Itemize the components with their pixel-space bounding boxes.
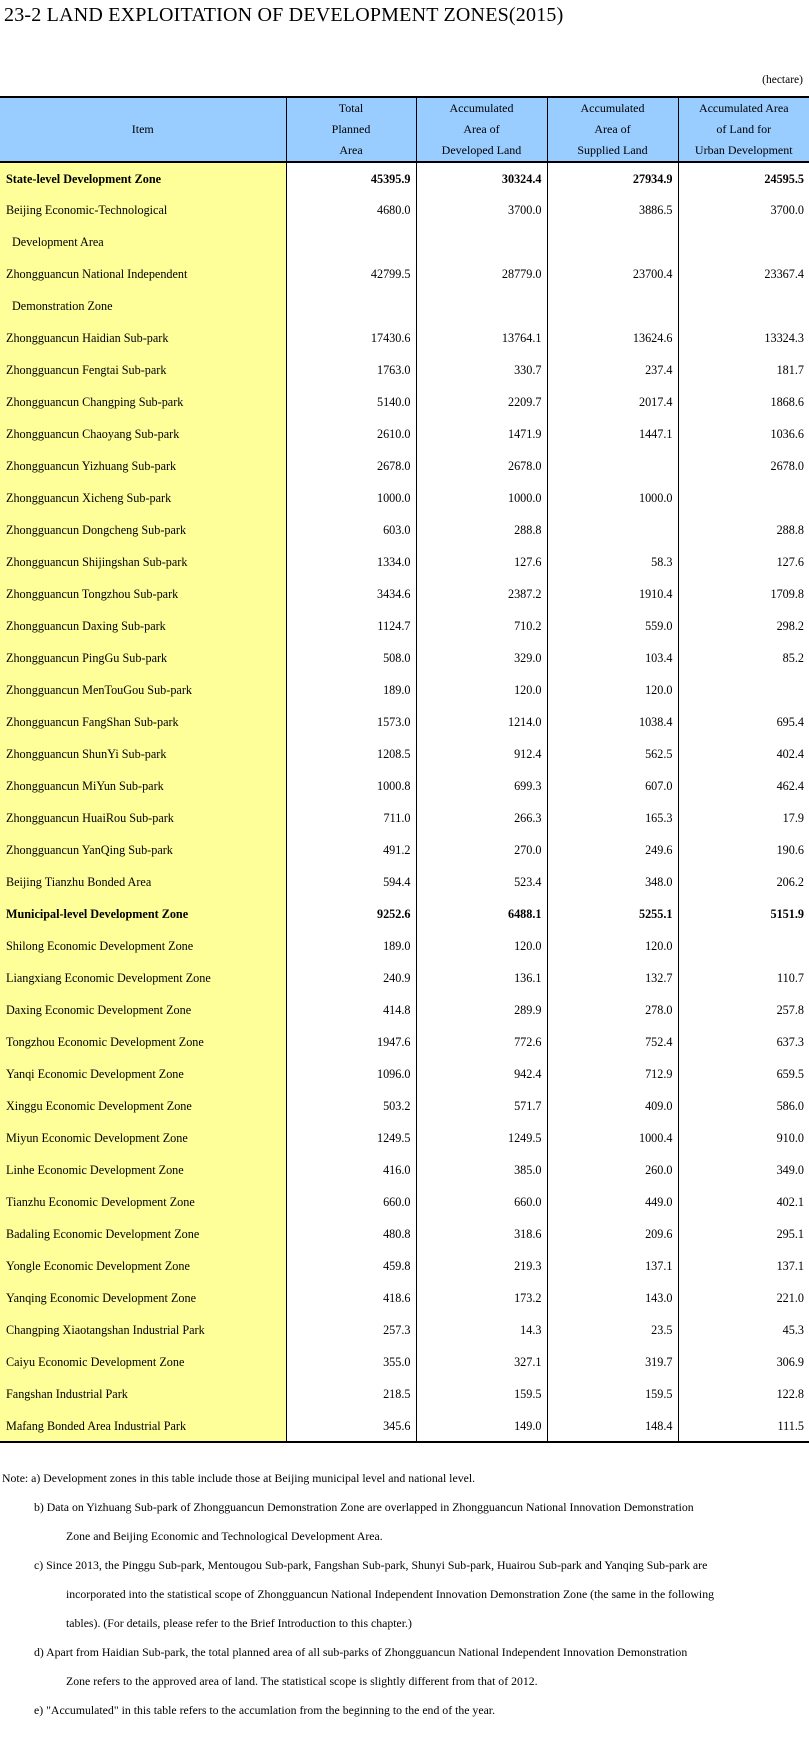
row-item-name: Zhongguancun ShunYi Sub-park (0, 738, 286, 770)
cell-urban-development-land (678, 930, 809, 962)
row-item-name: Yanqi Economic Development Zone (0, 1058, 286, 1090)
cell-developed-land: 327.1 (416, 1346, 547, 1378)
cell-urban-development-land: 295.1 (776, 1227, 804, 1241)
row-item-name: Zhongguancun Changping Sub-park (0, 386, 286, 418)
cell-developed-land: 912.4 (416, 738, 547, 770)
cell-total-planned-area: 1334.0 (286, 546, 416, 578)
row-item-name: Zhongguancun HuaiRou Sub-park (0, 802, 286, 834)
cell-developed-land: 2209.7 (416, 386, 547, 418)
table-row (0, 802, 809, 834)
table-row (0, 514, 809, 546)
row-item-name: Linhe Economic Development Zone (0, 1154, 286, 1186)
cell-supplied-land: 319.7 (547, 1346, 678, 1378)
cell-supplied-land: 562.5 (547, 738, 678, 770)
table-row (0, 418, 809, 450)
cell-urban-development-land: 402.1 (776, 1195, 804, 1209)
cell-urban-development-land: 659.5 (776, 1067, 804, 1081)
table-row (0, 674, 809, 706)
cell-developed-land: 1000.0 (416, 482, 547, 514)
cell-supplied-land: 2017.4 (547, 386, 678, 418)
cell-developed-land: 1214.0 (416, 706, 547, 738)
cell-total-planned-area: 660.0 (286, 1186, 416, 1218)
table-row (0, 546, 809, 578)
cell-total-planned-area: 603.0 (286, 514, 416, 546)
cell-total-planned-area: 1249.5 (286, 1122, 416, 1154)
row-item-name: State-level Development Zone (0, 162, 286, 194)
table-row (0, 642, 809, 674)
row-item-name: Zhongguancun Haidian Sub-park (0, 322, 286, 354)
table-row (0, 738, 809, 770)
table-row (0, 578, 809, 610)
table-row (0, 450, 809, 482)
table-row (0, 994, 809, 1026)
cell-supplied-land: 120.0 (547, 930, 678, 962)
cell-total-planned-area: 711.0 (286, 802, 416, 834)
cell-developed-land: 3700.0 (416, 194, 547, 258)
cell-total-planned-area: 17430.6 (286, 322, 416, 354)
cell-supplied-land: 278.0 (547, 994, 678, 1026)
row-item-name: Zhongguancun YanQing Sub-park (0, 834, 286, 866)
cell-supplied-land: 159.5 (547, 1378, 678, 1410)
row-item-name: Caiyu Economic Development Zone (0, 1346, 286, 1378)
cell-urban-development-land: 221.0 (776, 1291, 804, 1305)
table-row (0, 898, 809, 930)
table-row (0, 1314, 809, 1346)
note-e: e) "Accumulated" in this table refers to the accumlation from the beginning to the end of the year. (34, 1703, 496, 1717)
cell-total-planned-area: 1947.6 (286, 1026, 416, 1058)
cell-total-planned-area: 1000.0 (286, 482, 416, 514)
cell-developed-land: 30324.4 (416, 162, 547, 194)
cell-developed-land: 120.0 (416, 674, 547, 706)
cell-total-planned-area: 42799.5 (286, 258, 416, 322)
table-row (0, 386, 809, 418)
row-item-name: Zhongguancun MenTouGou Sub-park (0, 674, 286, 706)
cell-urban-development-land: 349.0 (776, 1163, 804, 1177)
table-row (0, 962, 809, 994)
cell-total-planned-area: 345.6 (286, 1410, 416, 1442)
row-item-name: Zhongguancun Dongcheng Sub-park (0, 514, 286, 546)
cell-supplied-land: 449.0 (547, 1186, 678, 1218)
cell-supplied-land: 13624.6 (547, 322, 678, 354)
cell-total-planned-area: 1000.8 (286, 770, 416, 802)
cell-urban-development-land: 3700.0 (770, 203, 804, 217)
table-row (0, 322, 809, 354)
cell-developed-land: 127.6 (416, 546, 547, 578)
cell-developed-land: 385.0 (416, 1154, 547, 1186)
cell-urban-development-land: 190.6 (776, 843, 804, 857)
cell-total-planned-area: 189.0 (286, 930, 416, 962)
cell-total-planned-area: 257.3 (286, 1314, 416, 1346)
cell-urban-development-land: 910.0 (776, 1131, 804, 1145)
row-item-name: Tianzhu Economic Development Zone (0, 1186, 286, 1218)
cell-total-planned-area: 1096.0 (286, 1058, 416, 1090)
cell-developed-land: 219.3 (416, 1250, 547, 1282)
row-item-name: Zhongguancun PingGu Sub-park (0, 642, 286, 674)
cell-developed-land: 120.0 (416, 930, 547, 962)
table-row (0, 162, 809, 194)
cell-developed-land: 149.0 (416, 1410, 547, 1442)
cell-supplied-land: 5255.1 (547, 898, 678, 930)
cell-developed-land: 13764.1 (416, 322, 547, 354)
cell-supplied-land: 1910.4 (547, 578, 678, 610)
cell-urban-development-land: 462.4 (776, 779, 804, 793)
table-row (0, 834, 809, 866)
cell-supplied-land: 120.0 (547, 674, 678, 706)
cell-urban-development-land: 181.7 (776, 363, 804, 377)
cell-supplied-land: 1000.0 (547, 482, 678, 514)
cell-supplied-land: 559.0 (547, 610, 678, 642)
cell-developed-land: 1471.9 (416, 418, 547, 450)
cell-developed-land: 571.7 (416, 1090, 547, 1122)
cell-total-planned-area: 45395.9 (286, 162, 416, 194)
note-d: d) Apart from Haidian Sub-park, the total planned area of all sub-parks of Zhongguancun National Independent Innovation Demonstration Zone refers to the approved area of land. The statistical scope is slightly different from that of 2012. (34, 1645, 688, 1688)
table-row (0, 1058, 809, 1090)
cell-developed-land: 2678.0 (416, 450, 547, 482)
cell-supplied-land (547, 450, 678, 482)
cell-supplied-land: 752.4 (547, 1026, 678, 1058)
note-b: b) Data on Yizhuang Sub-park of Zhongguancun Demonstration Zone are overlapped in Zhongguancun National Innovation Demonstration Zone and Beijing Economic and Technological Development Area. (34, 1500, 694, 1543)
cell-total-planned-area: 355.0 (286, 1346, 416, 1378)
cell-total-planned-area: 418.6 (286, 1282, 416, 1314)
table-row (0, 1218, 809, 1250)
cell-developed-land: 523.4 (416, 866, 547, 898)
cell-total-planned-area: 594.4 (286, 866, 416, 898)
cell-developed-land: 330.7 (416, 354, 547, 386)
table-row (0, 194, 809, 258)
cell-supplied-land: 27934.9 (547, 162, 678, 194)
cell-urban-development-land: 306.9 (776, 1355, 804, 1369)
cell-developed-land: 288.8 (416, 514, 547, 546)
cell-total-planned-area: 480.8 (286, 1218, 416, 1250)
table-row (0, 1346, 809, 1378)
table-notes (2, 1464, 805, 1725)
cell-supplied-land: 607.0 (547, 770, 678, 802)
row-item-name: Fangshan Industrial Park (0, 1378, 286, 1410)
cell-total-planned-area: 4680.0 (286, 194, 416, 258)
cell-urban-development-land: 122.8 (776, 1387, 804, 1401)
table-row (0, 930, 809, 962)
page-title: 23-2 LAND EXPLOITATION OF DEVELOPMENT ZONES(2015) (4, 4, 564, 26)
cell-urban-development-land (678, 674, 809, 706)
cell-developed-land: 710.2 (416, 610, 547, 642)
row-item-name: Daxing Economic Development Zone (0, 994, 286, 1026)
cell-total-planned-area: 1124.7 (286, 610, 416, 642)
table-row (0, 1154, 809, 1186)
row-item-name: Mafang Bonded Area Industrial Park (0, 1410, 286, 1442)
note-a: Note: a) Development zones in this table include those at Beijing municipal level and national level. (2, 1471, 476, 1485)
cell-total-planned-area: 414.8 (286, 994, 416, 1026)
cell-urban-development-land: 257.8 (776, 1003, 804, 1017)
cell-total-planned-area: 2610.0 (286, 418, 416, 450)
cell-supplied-land: 260.0 (547, 1154, 678, 1186)
cell-supplied-land: 409.0 (547, 1090, 678, 1122)
cell-supplied-land: 58.3 (547, 546, 678, 578)
row-item-name: Zhongguancun MiYun Sub-park (0, 770, 286, 802)
cell-developed-land: 28779.0 (416, 258, 547, 322)
table-row (0, 1090, 809, 1122)
cell-urban-development-land: 1709.8 (770, 587, 804, 601)
header-supplied-land: Accumulated Area of Supplied Land (547, 97, 678, 162)
cell-supplied-land: 348.0 (547, 866, 678, 898)
cell-urban-development-land: 1868.6 (770, 395, 804, 409)
row-item-name: Zhongguancun National Independent Demonstration Zone (0, 258, 286, 322)
cell-total-planned-area: 503.2 (286, 1090, 416, 1122)
row-item-name: Xinggu Economic Development Zone (0, 1090, 286, 1122)
cell-urban-development-land: 5151.9 (770, 907, 804, 921)
cell-developed-land: 136.1 (416, 962, 547, 994)
cell-total-planned-area: 3434.6 (286, 578, 416, 610)
cell-total-planned-area: 1573.0 (286, 706, 416, 738)
row-item-name: Changping Xiaotangshan Industrial Park (0, 1314, 286, 1346)
cell-total-planned-area: 1763.0 (286, 354, 416, 386)
cell-developed-land: 2387.2 (416, 578, 547, 610)
cell-total-planned-area: 240.9 (286, 962, 416, 994)
table-row (0, 770, 809, 802)
row-item-name: Zhongguancun Xicheng Sub-park (0, 482, 286, 514)
cell-total-planned-area: 2678.0 (286, 450, 416, 482)
row-item-name: Municipal-level Development Zone (0, 898, 286, 930)
cell-supplied-land: 712.9 (547, 1058, 678, 1090)
cell-supplied-land: 148.4 (547, 1410, 678, 1442)
cell-total-planned-area: 416.0 (286, 1154, 416, 1186)
row-item-name: Badaling Economic Development Zone (0, 1218, 286, 1250)
cell-total-planned-area: 9252.6 (286, 898, 416, 930)
cell-urban-development-land: 13324.3 (764, 331, 804, 345)
cell-developed-land: 159.5 (416, 1378, 547, 1410)
cell-urban-development-land: 110.7 (777, 971, 804, 985)
note-c: c) Since 2013, the Pinggu Sub-park, Mentougou Sub-park, Fangshan Sub-park, Shunyi Sub-park, Huairou Sub-park and Yanqing Sub-park are incorporated into the statistical scope of Zhongguancun National Independent Innovation Demonstration Zone (the same in the following tables). (For details, please refer to the Brief Introduction to this chapter.) (34, 1558, 714, 1630)
cell-developed-land: 329.0 (416, 642, 547, 674)
cell-urban-development-land: 1036.6 (770, 427, 804, 441)
cell-total-planned-area: 491.2 (286, 834, 416, 866)
cell-urban-development-land: 637.3 (776, 1035, 804, 1049)
cell-supplied-land: 249.6 (547, 834, 678, 866)
table-row (0, 1026, 809, 1058)
cell-total-planned-area: 1208.5 (286, 738, 416, 770)
cell-supplied-land: 1000.4 (547, 1122, 678, 1154)
row-item-name: Zhongguancun Tongzhou Sub-park (0, 578, 286, 610)
cell-developed-land: 660.0 (416, 1186, 547, 1218)
table-row (0, 866, 809, 898)
row-item-name: Zhongguancun Shijingshan Sub-park (0, 546, 286, 578)
cell-urban-development-land: 288.8 (776, 523, 804, 537)
row-item-name: Shilong Economic Development Zone (0, 930, 286, 962)
cell-supplied-land: 1038.4 (547, 706, 678, 738)
table-row (0, 258, 809, 322)
cell-urban-development-land (678, 482, 809, 514)
cell-urban-development-land: 85.2 (782, 651, 804, 665)
cell-urban-development-land: 24595.5 (764, 172, 804, 186)
row-item-name: Yanqing Economic Development Zone (0, 1282, 286, 1314)
land-exploitation-table (0, 96, 809, 1443)
table-row (0, 354, 809, 386)
cell-supplied-land: 137.1 (547, 1250, 678, 1282)
table-row (0, 482, 809, 514)
cell-supplied-land: 237.4 (547, 354, 678, 386)
header-urban-development-land: Accumulated Area of Land for Urban Development (678, 97, 809, 162)
row-item-name: Beijing Economic-Technological Development Area (0, 194, 286, 258)
cell-urban-development-land: 111.5 (678, 1410, 809, 1442)
table-row (0, 1186, 809, 1218)
cell-developed-land: 289.9 (416, 994, 547, 1026)
cell-urban-development-land: 45.3 (782, 1323, 804, 1337)
header-item: Item (0, 97, 286, 162)
row-item-name: Zhongguancun Yizhuang Sub-park (0, 450, 286, 482)
cell-supplied-land: 23.5 (547, 1314, 678, 1346)
cell-supplied-land: 209.6 (547, 1218, 678, 1250)
table-header-row (0, 97, 809, 162)
cell-supplied-land: 143.0 (547, 1282, 678, 1314)
cell-supplied-land (547, 514, 678, 546)
cell-urban-development-land: 586.0 (776, 1099, 804, 1113)
cell-urban-development-land: 17.9 (782, 811, 804, 825)
cell-urban-development-land: 137.1 (776, 1259, 804, 1273)
cell-developed-land: 318.6 (416, 1218, 547, 1250)
table-row (0, 1250, 809, 1282)
header-total-planned-area: Total Planned Area (286, 97, 416, 162)
cell-total-planned-area: 189.0 (286, 674, 416, 706)
header-developed-land: Accumulated Area of Developed Land (416, 97, 547, 162)
cell-urban-development-land: 402.4 (776, 747, 804, 761)
cell-developed-land: 6488.1 (416, 898, 547, 930)
cell-developed-land: 772.6 (416, 1026, 547, 1058)
cell-urban-development-land: 206.2 (776, 875, 804, 889)
cell-developed-land: 14.3 (416, 1314, 547, 1346)
table-row (0, 1410, 809, 1442)
cell-total-planned-area: 218.5 (286, 1378, 416, 1410)
cell-supplied-land: 1447.1 (547, 418, 678, 450)
cell-total-planned-area: 5140.0 (286, 386, 416, 418)
row-item-name: Liangxiang Economic Development Zone (0, 962, 286, 994)
cell-total-planned-area: 508.0 (286, 642, 416, 674)
row-item-name: Beijing Tianzhu Bonded Area (0, 866, 286, 898)
cell-urban-development-land: 695.4 (776, 715, 804, 729)
cell-developed-land: 270.0 (416, 834, 547, 866)
cell-developed-land: 173.2 (416, 1282, 547, 1314)
table-row (0, 1378, 809, 1410)
table-body (0, 162, 809, 1442)
unit-label: (hectare) (762, 74, 803, 86)
row-item-name: Zhongguancun Chaoyang Sub-park (0, 418, 286, 450)
row-item-name: Miyun Economic Development Zone (0, 1122, 286, 1154)
row-item-name: Tongzhou Economic Development Zone (0, 1026, 286, 1058)
cell-developed-land: 266.3 (416, 802, 547, 834)
row-item-name: Zhongguancun Daxing Sub-park (0, 610, 286, 642)
row-item-name: Yongle Economic Development Zone (0, 1250, 286, 1282)
table-row (0, 1282, 809, 1314)
row-item-name: Zhongguancun Fengtai Sub-park (0, 354, 286, 386)
cell-supplied-land: 132.7 (547, 962, 678, 994)
table-row (0, 610, 809, 642)
cell-urban-development-land: 127.6 (776, 555, 804, 569)
table-row (0, 706, 809, 738)
cell-supplied-land: 23700.4 (547, 258, 678, 322)
cell-urban-development-land: 23367.4 (764, 267, 804, 281)
cell-supplied-land: 3886.5 (547, 194, 678, 258)
cell-supplied-land: 103.4 (547, 642, 678, 674)
cell-developed-land: 1249.5 (416, 1122, 547, 1154)
cell-developed-land: 942.4 (416, 1058, 547, 1090)
row-item-name: Zhongguancun FangShan Sub-park (0, 706, 286, 738)
table-row (0, 1122, 809, 1154)
cell-urban-development-land: 2678.0 (770, 459, 804, 473)
cell-total-planned-area: 459.8 (286, 1250, 416, 1282)
cell-urban-development-land: 298.2 (776, 619, 804, 633)
cell-developed-land: 699.3 (416, 770, 547, 802)
cell-supplied-land: 165.3 (547, 802, 678, 834)
